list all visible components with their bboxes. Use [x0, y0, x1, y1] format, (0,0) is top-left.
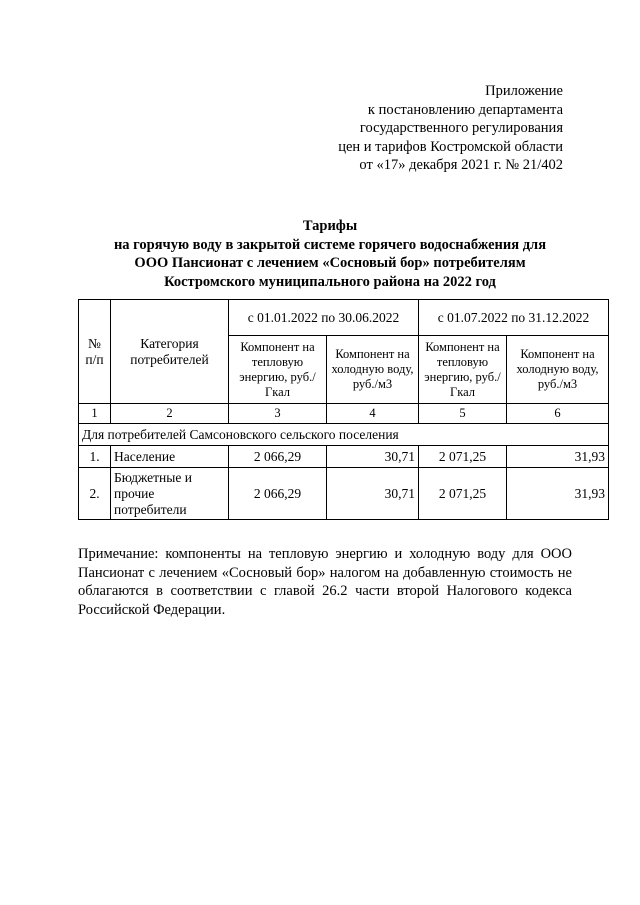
- table-row: [79, 446, 609, 468]
- col-header-num: № п/п: [79, 300, 111, 404]
- column-number-row: [79, 404, 609, 424]
- row-cold-1: 30,71: [327, 468, 419, 520]
- appendix-header: [203, 82, 563, 175]
- appendix-resolution: к постановлению департамента: [367, 101, 563, 118]
- row-cold-1: 30,71: [327, 446, 419, 468]
- title-line-2: на горячую воду в закрытой системе горячего водоснабжения для: [113, 236, 547, 253]
- col-header-category: Категория потребителей: [111, 300, 229, 404]
- column-number: 4: [327, 404, 419, 424]
- column-number: 5: [419, 404, 507, 424]
- row-category: Население: [111, 446, 229, 468]
- title-line-4: Костромского муниципального района на 2022 год: [164, 273, 496, 290]
- appendix-date: от «17» декабря 2021 г. № 21/402: [359, 157, 563, 173]
- section-row: [79, 424, 609, 446]
- title-line-1: Тарифы: [302, 218, 358, 234]
- row-category: Бюджетные и прочие потребители: [111, 468, 229, 520]
- row-num: 1.: [79, 446, 111, 468]
- col-header-cold-2: Компонент на холодную воду, руб./м3: [507, 336, 609, 404]
- footnote: Примечание: компоненты на тепловую энергию и холодную воду для ООО Пансионат с лечением «Сосновый бор» налогом на добавленную стоимость не облагаются в соответствии с главой 26.2 части второй Налогового кодекса Российской Федерации.: [78, 546, 572, 618]
- tariff-table: [78, 299, 609, 520]
- column-number: 2: [111, 404, 229, 424]
- row-num: 2.: [79, 468, 111, 520]
- column-number: 1: [79, 404, 111, 424]
- row-cold-2: 31,93: [507, 446, 609, 468]
- row-heat-2: 2 071,25: [419, 446, 507, 468]
- column-number: 3: [229, 404, 327, 424]
- row-heat-1: 2 066,29: [229, 468, 327, 520]
- appendix-department: государственного регулирования: [359, 120, 563, 136]
- col-header-heat-2: Компонент на тепловую энергию, руб./Гкал: [419, 336, 507, 404]
- appendix-region: цен и тарифов Костромской области: [338, 138, 563, 155]
- col-header-period-1: с 01.01.2022 по 30.06.2022: [229, 300, 419, 336]
- col-header-heat-1: Компонент на тепловую энергию, руб./Гкал: [229, 336, 327, 404]
- row-cold-2: 31,93: [507, 468, 609, 520]
- section-label: Для потребителей Самсоновского сельского поселения: [79, 424, 609, 446]
- document-title: [60, 217, 600, 291]
- row-heat-1: 2 066,29: [229, 446, 327, 468]
- col-header-period-2: с 01.07.2022 по 31.12.2022: [419, 300, 609, 336]
- col-header-cold-1: Компонент на холодную воду, руб./м3: [327, 336, 419, 404]
- title-line-3: ООО Пансионат с лечением «Сосновый бор» потребителям: [134, 255, 526, 271]
- table-header-row: [79, 300, 609, 336]
- appendix-label: Приложение: [485, 83, 563, 99]
- table-row: [79, 468, 609, 520]
- row-heat-2: 2 071,25: [419, 468, 507, 520]
- column-number: 6: [507, 404, 609, 424]
